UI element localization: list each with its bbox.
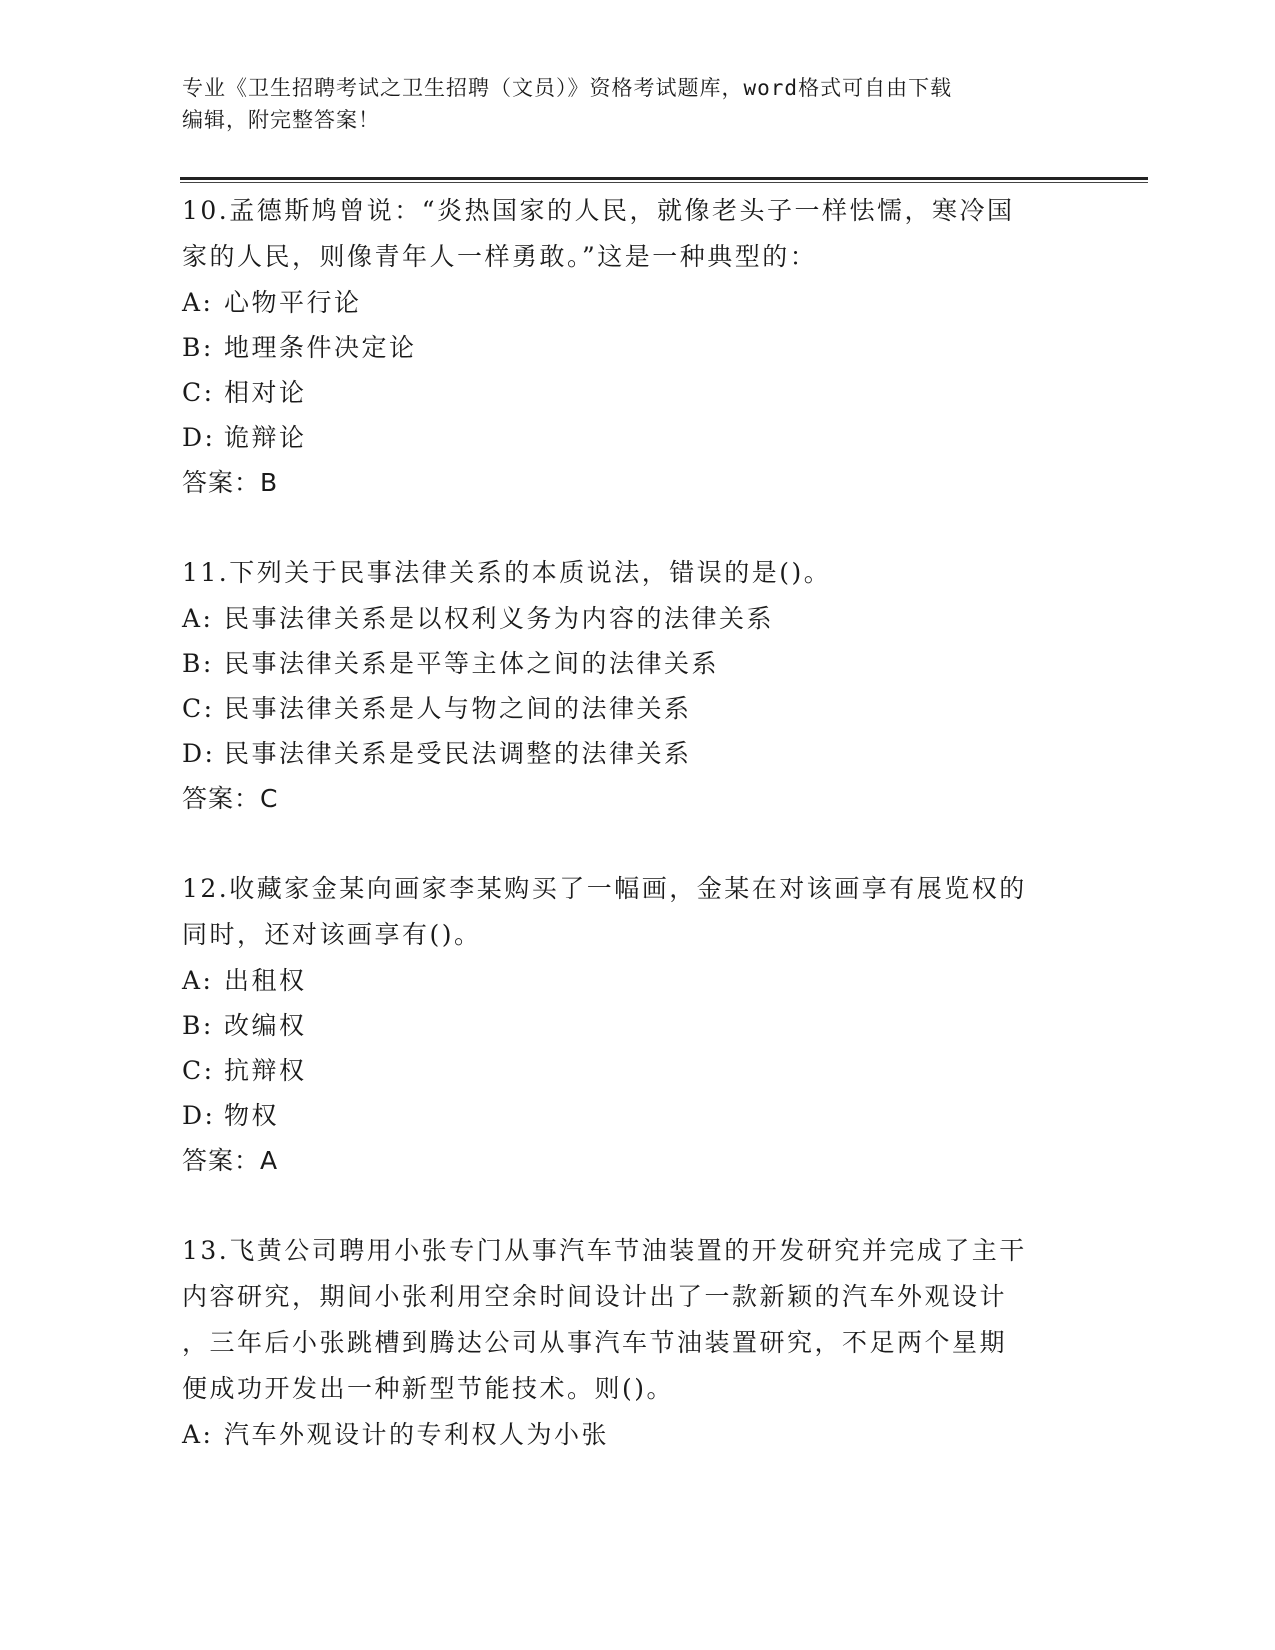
option-text: 相对论 <box>224 378 307 407</box>
option-letter: B: <box>182 649 214 678</box>
option-c <box>182 370 1082 415</box>
option-letter: C: <box>182 694 215 723</box>
question-list <box>182 188 1082 1501</box>
header-divider-thick <box>180 177 1148 180</box>
option-text: 出租权 <box>224 966 307 995</box>
option-b <box>182 1003 1082 1048</box>
option-letter: D: <box>182 1101 216 1130</box>
answer-line: 答案：C <box>182 784 279 813</box>
option-text: 抗辩权 <box>224 1056 307 1085</box>
header-line-2: 编辑，附完整答案！ <box>182 108 380 132</box>
question-stem-line: 便成功开发出一种新型节能技术。则()。 <box>182 1374 675 1403</box>
question-11 <box>182 550 1082 822</box>
question-stem-line: 内容研究，期间小张利用空余时间设计出了一款新颖的汽车外观设计 <box>182 1282 1008 1311</box>
question-12 <box>182 866 1082 1184</box>
question-stem-line: 10.孟德斯鸠曾说：“炎热国家的人民，就像老头子一样怯懦，寒冷国 <box>182 196 1015 225</box>
option-a <box>182 280 1082 325</box>
option-letter: A: <box>182 288 214 317</box>
option-letter: D: <box>182 739 216 768</box>
option-a <box>182 958 1082 1003</box>
option-letter: B: <box>182 1011 214 1040</box>
option-c <box>182 686 1082 731</box>
answer-line: 答案：A <box>182 1146 279 1175</box>
option-letter: A: <box>182 604 214 633</box>
header-line-1: 专业《卫生招聘考试之卫生招聘（文员）》资格考试题库，word格式可自由下载 <box>182 76 953 100</box>
option-d <box>182 1093 1082 1138</box>
document-header <box>182 72 1062 136</box>
option-text: 汽车外观设计的专利权人为小张 <box>224 1420 610 1449</box>
option-d <box>182 731 1082 776</box>
option-letter: A: <box>182 966 214 995</box>
option-c <box>182 1048 1082 1093</box>
option-b <box>182 641 1082 686</box>
question-stem-line: ，三年后小张跳槽到腾达公司从事汽车节油装置研究，不足两个星期 <box>182 1328 1008 1357</box>
question-stem-line: 13.飞黄公司聘用小张专门从事汽车节油装置的开发研究并完成了主干 <box>182 1236 1027 1265</box>
option-text: 民事法律关系是平等主体之间的法律关系 <box>224 649 720 678</box>
header-divider-thin <box>180 182 1148 183</box>
question-stem-line: 11.下列关于民事法律关系的本质说法，错误的是()。 <box>182 558 832 587</box>
option-text: 民事法律关系是人与物之间的法律关系 <box>224 694 692 723</box>
question-10 <box>182 188 1082 506</box>
option-text: 民事法律关系是以权利义务为内容的法律关系 <box>224 604 775 633</box>
option-text: 诡辩论 <box>224 423 307 452</box>
question-stem-line: 同时，还对该画享有()。 <box>182 920 482 949</box>
option-letter: D: <box>182 423 216 452</box>
option-d <box>182 415 1082 460</box>
option-text: 心物平行论 <box>224 288 362 317</box>
option-letter: A: <box>182 1420 214 1449</box>
option-letter: B: <box>182 333 214 362</box>
answer-line: 答案：B <box>182 468 279 497</box>
question-stem-line: 12.收藏家金某向画家李某购买了一幅画，金某在对该画享有展览权的 <box>182 874 1027 903</box>
option-text: 民事法律关系是受民法调整的法律关系 <box>224 739 692 768</box>
option-a <box>182 1412 1082 1457</box>
option-b <box>182 325 1082 370</box>
option-a <box>182 596 1082 641</box>
option-text: 物权 <box>224 1101 280 1130</box>
option-letter: C: <box>182 1056 215 1085</box>
question-13 <box>182 1228 1082 1457</box>
option-text: 地理条件决定论 <box>224 333 417 362</box>
option-text: 改编权 <box>224 1011 307 1040</box>
question-stem-line: 家的人民，则像青年人一样勇敢。”这是一种典型的： <box>182 242 818 271</box>
option-letter: C: <box>182 378 215 407</box>
